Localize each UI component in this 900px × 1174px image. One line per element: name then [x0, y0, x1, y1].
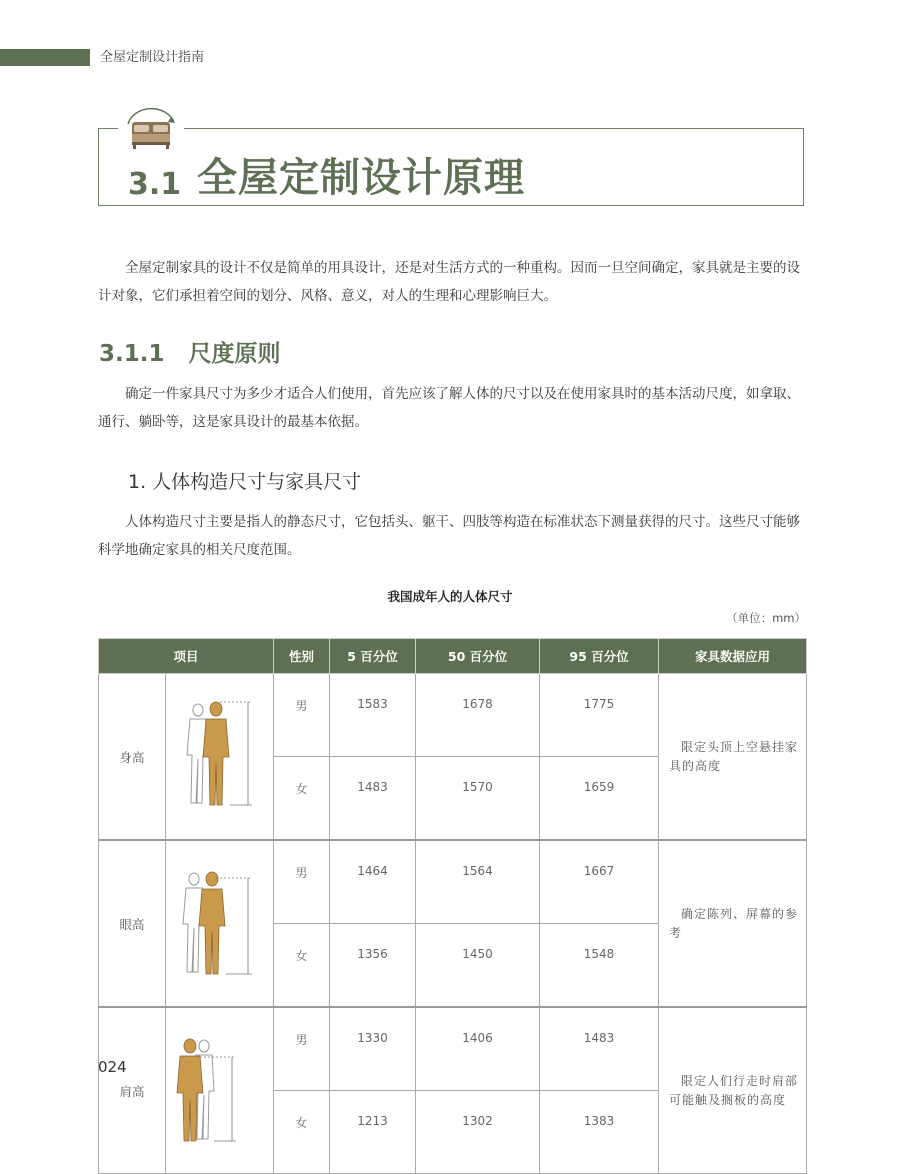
row-item-label: 肩高: [99, 1007, 166, 1174]
header-accent-bar: [0, 49, 90, 66]
p5-cell: 1356: [330, 924, 416, 1008]
header-p5: 5 百分位: [330, 639, 416, 674]
table-row: [99, 840, 807, 924]
body-dimensions-table: [98, 638, 807, 1174]
shoulder-height-figure: [166, 1007, 274, 1174]
table-header-row: [99, 639, 807, 674]
row-item-label: 眼高: [99, 840, 166, 1007]
table-row: [99, 674, 807, 757]
header-p50: 50 百分位: [416, 639, 540, 674]
p50-cell: 1678: [416, 674, 540, 757]
chapter-number: 3.1: [128, 167, 182, 202]
gender-cell: 男: [274, 674, 330, 757]
gender-cell: 男: [274, 1007, 330, 1091]
p50-cell: 1570: [416, 757, 540, 841]
section-title: 尺度原则: [188, 341, 281, 367]
row-item-label: 身高: [99, 674, 166, 841]
table-unit: （单位：mm）: [726, 611, 806, 625]
header-gender: 性别: [274, 639, 330, 674]
p50-cell: 1406: [416, 1007, 540, 1091]
subsection-paragraph: 人体构造尺寸主要是指人的静态尺寸，它包括头、躯干、四肢等构造在标准状态下测量获得的尺寸。这些尺寸能够科学地确定家具的相关尺度范围。: [98, 514, 800, 558]
table-caption: 我国成年人的人体尺寸: [387, 589, 513, 604]
application-cell: 限定人们行走时肩部可能触及搁板的高度: [659, 1007, 807, 1174]
p50-cell: 1302: [416, 1091, 540, 1174]
p5-cell: 1464: [330, 840, 416, 924]
header-p95: 95 百分位: [540, 639, 659, 674]
p95-cell: 1667: [540, 840, 659, 924]
section-heading: [99, 338, 281, 370]
running-title: 全屋定制设计指南: [100, 50, 205, 65]
gender-cell: 女: [274, 757, 330, 841]
p5-cell: 1213: [330, 1091, 416, 1174]
intro-paragraph: 全屋定制家具的设计不仅是简单的用具设计，还是对生活方式的一种重构。因而一旦空间确定，家具就是主要的设计对象，它们承担着空间的划分、风格、意义，对人的生理和心理影响巨大。: [98, 260, 800, 304]
bed-icon: [118, 100, 184, 154]
height-figure: [166, 674, 274, 841]
p5-cell: 1330: [330, 1007, 416, 1091]
human-figure-height-icon: [170, 699, 270, 811]
gender-cell: 女: [274, 924, 330, 1008]
header-item: 项目: [99, 639, 274, 674]
p95-cell: 1775: [540, 674, 659, 757]
human-figure-shoulder-height-icon: [170, 1033, 270, 1145]
header-application: 家具数据应用: [659, 639, 807, 674]
application-cell: 确定陈列、屏幕的参考: [659, 840, 807, 1007]
p5-cell: 1483: [330, 757, 416, 841]
application-cell: 限定头顶上空悬挂家具的高度: [659, 674, 807, 841]
gender-cell: 男: [274, 840, 330, 924]
human-figure-eye-height-icon: [170, 866, 270, 978]
page-number: 024: [98, 1058, 127, 1076]
p95-cell: 1483: [540, 1007, 659, 1091]
p50-cell: 1450: [416, 924, 540, 1008]
eye-height-figure: [166, 840, 274, 1007]
section-number: 3.1.1: [99, 341, 165, 367]
section-paragraph: 确定一件家具尺寸为多少才适合人们使用，首先应该了解人体的尺寸以及在使用家具时的基本活动尺度，如拿取、通行、躺卧等，这是家具设计的最基本依据。: [98, 386, 800, 430]
p95-cell: 1548: [540, 924, 659, 1008]
p95-cell: 1383: [540, 1091, 659, 1174]
p95-cell: 1659: [540, 757, 659, 841]
gender-cell: 女: [274, 1091, 330, 1174]
p50-cell: 1564: [416, 840, 540, 924]
subsection-title: 1. 人体构造尺寸与家具尺寸: [128, 471, 362, 493]
p5-cell: 1583: [330, 674, 416, 757]
chapter-title: 全屋定制设计原理: [197, 155, 525, 201]
table-row: [99, 1007, 807, 1091]
